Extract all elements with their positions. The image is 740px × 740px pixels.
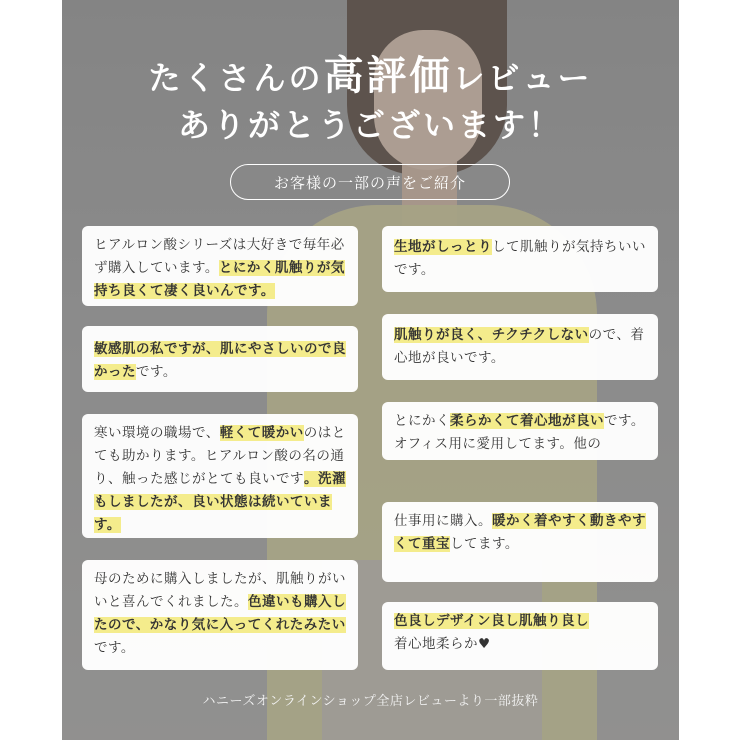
review-card: ヒアルロン酸シリーズは大好きで毎年必ず購入しています。とにかく肌触りが気持ち良くて凄く良いんです。 (82, 226, 358, 306)
review-card: 色良しデザイン良し肌触り良し 着心地柔らか♥ (382, 602, 658, 670)
review-card: 肌触りが良く、チクチクしないので、着心地が良いです。 (382, 314, 658, 380)
review-card: とにかく柔らかくて着心地が良いです。オフィス用に愛用してます。他の (382, 402, 658, 460)
review-card: 生地がしっとりして肌触りが気持ちいいです。 (382, 226, 658, 292)
review-card: 寒い環境の職場で、軽くて暖かいのはとても助かります。ヒアルロン酸の名の通り、触った感じがとても良いです。洗濯もしましたが、良い状態は続いています。 (82, 414, 358, 538)
headline-emphasis: 高評価 (323, 53, 453, 99)
footer-note: ハニーズオンラインショップ全店レビューより一部抜粋 (202, 694, 539, 709)
headline-line1: たくさんの高評価レビュー (148, 53, 593, 99)
headline-line2: ありがとうございます！ (177, 106, 563, 144)
review-card: 仕事用に購入。暖かく着やすく動きやすくて重宝してます。 (382, 502, 658, 582)
subtitle-pill: お客様の一部の声をご紹介 (230, 164, 510, 200)
review-banner (62, 0, 679, 740)
review-card: 母のために購入しましたが、肌触りがいいと喜んでくれました。色違いも購入したので、かなり気に入ってくれたみたいです。 (82, 560, 358, 670)
review-card: 敏感肌の私ですが、肌にやさしいので良かったです。 (82, 326, 358, 392)
